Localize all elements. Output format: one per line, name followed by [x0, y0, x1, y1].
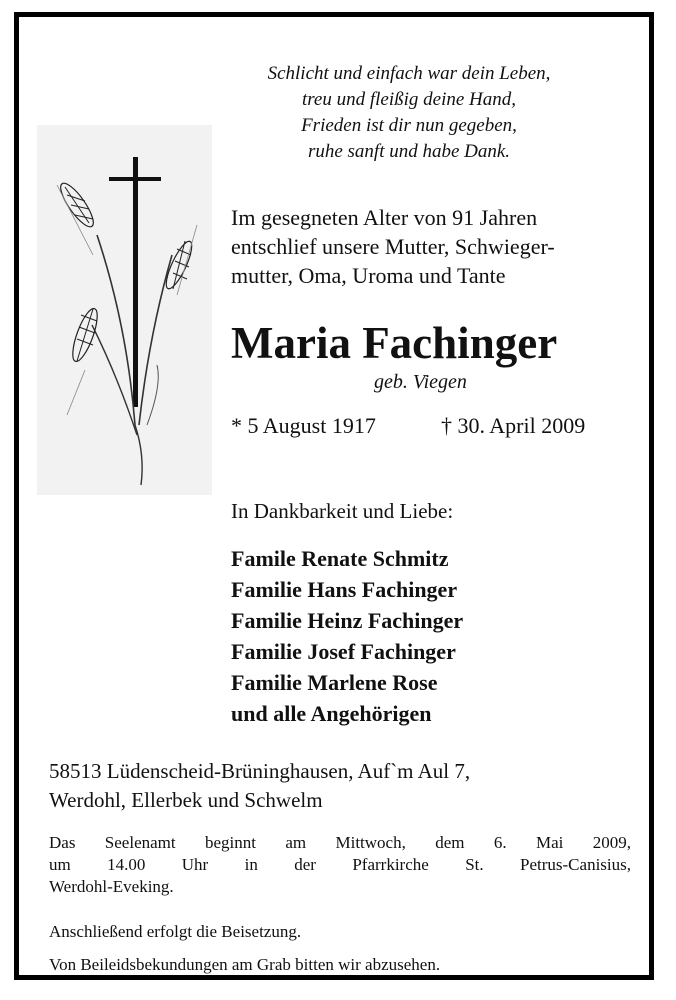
- service-line: Das Seelenamt beginnt am Mittwoch, dem 6. Mai 2009,: [49, 833, 631, 852]
- mourners-heading: In Dankbarkeit und Liebe:: [231, 499, 454, 523]
- poem: [219, 61, 599, 165]
- deceased-name: Maria Fachinger: [231, 318, 558, 368]
- address-line: Werdohl, Ellerbek und Schwelm: [49, 788, 323, 812]
- condolences-note: Von Beileidsbekundungen am Grab bitten wir abzusehen.: [49, 955, 441, 974]
- maiden-name: geb. Viegen: [374, 371, 467, 393]
- poem-line: Frieden ist dir nun gegeben,: [301, 115, 517, 136]
- mourner-family: Familie Josef Fachinger: [231, 639, 456, 664]
- mourners-list: [231, 543, 651, 729]
- obituary-notice: [14, 12, 654, 980]
- burial-note: Anschließend erfolgt die Beisetzung.: [49, 922, 302, 941]
- mourner-family: Familie Marlene Rose: [231, 670, 438, 695]
- poem-line: ruhe sanft und habe Dank.: [307, 141, 511, 162]
- birth-date: * 5 August 1917: [231, 413, 376, 438]
- intro-line: Im gesegneten Alter von 91 Jahren: [231, 205, 538, 230]
- service-line: Werdohl-Eveking.: [49, 877, 174, 896]
- intro-line: mutter, Oma, Uroma und Tante: [231, 263, 506, 288]
- death-date: † 30. April 2009: [441, 413, 586, 438]
- life-dates: [231, 413, 651, 439]
- address-line: 58513 Lüdenscheid-Brüninghausen, Auf`m Aul 7,: [49, 759, 471, 783]
- service-info: [49, 832, 631, 898]
- mourner-family: und alle Angehörigen: [231, 701, 432, 726]
- mourner-family: Familie Hans Fachinger: [231, 577, 458, 602]
- poem-line: Schlicht und einfach war dein Leben,: [267, 63, 551, 84]
- mourner-family: Famile Renate Schmitz: [231, 546, 449, 571]
- intro-text: [231, 203, 651, 290]
- mourner-family: Familie Heinz Fachinger: [231, 608, 464, 633]
- address: [49, 757, 649, 815]
- intro-line: entschlief unsere Mutter, Schwieger-: [231, 234, 555, 259]
- service-line: um 14.00 Uhr in der Pfarrkirche St. Petrus-Canisius,: [49, 855, 631, 874]
- cross-with-wheat-icon: [37, 125, 212, 495]
- poem-line: treu und fleißig deine Hand,: [301, 89, 517, 110]
